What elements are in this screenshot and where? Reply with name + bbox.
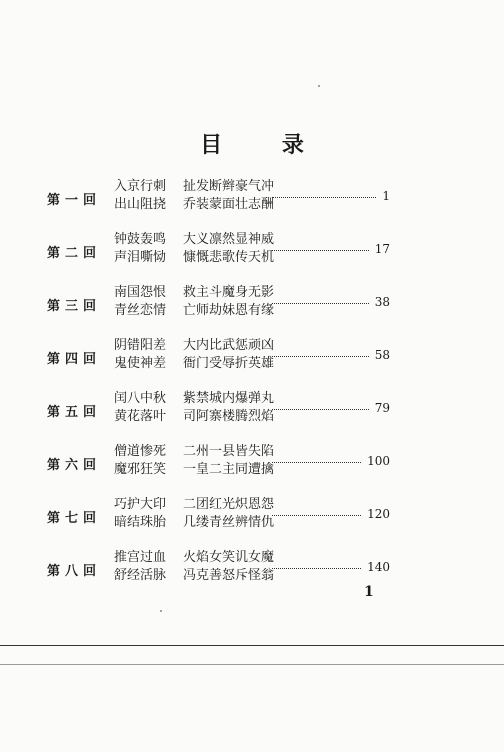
toc-title: 目 录 xyxy=(200,132,330,158)
heading-line: 暗结珠胎 xyxy=(114,515,167,530)
heading-line: 慷慨悲歌传天机 xyxy=(183,250,275,265)
toc-entry[interactable] xyxy=(0,549,504,589)
heading-line: 扯发断辫豪气冲 xyxy=(183,179,275,194)
heading-line: 黄花落叶 xyxy=(114,409,167,424)
leader-dots xyxy=(272,303,369,304)
leader-dots xyxy=(272,568,361,569)
chapter-label: 第四回 xyxy=(47,352,102,367)
leader-dots xyxy=(272,462,361,463)
chapter-page-number: 120 xyxy=(367,507,390,521)
heading-left-couplet xyxy=(114,337,166,373)
leader-dots xyxy=(272,409,369,410)
toc-entry[interactable] xyxy=(0,284,504,324)
heading-line: 大内比武惩顽凶 xyxy=(183,338,275,353)
page-number: 1 xyxy=(364,584,374,600)
heading-line: 入京行刺 xyxy=(114,179,167,194)
heading-left-couplet xyxy=(114,390,166,426)
heading-left-couplet xyxy=(114,496,166,532)
heading-line: 推宫过血 xyxy=(114,550,167,565)
heading-right-couplet xyxy=(183,178,274,214)
heading-right-couplet xyxy=(183,284,274,320)
heading-line: 舒经活脉 xyxy=(114,568,167,583)
heading-line: 救主斗魔身无影 xyxy=(183,285,275,300)
heading-right-couplet xyxy=(183,443,274,479)
heading-line: 声泪嘶恸 xyxy=(114,250,167,265)
heading-left-couplet xyxy=(114,549,166,585)
toc-entry[interactable] xyxy=(0,496,504,536)
leader-dots xyxy=(272,197,376,198)
bottom-rule-faint xyxy=(0,664,504,665)
heading-line: 鬼使神差 xyxy=(114,356,167,371)
heading-left-couplet xyxy=(114,284,166,320)
chapter-label: 第八回 xyxy=(47,564,102,579)
heading-line: 阴错阳差 xyxy=(114,338,167,353)
heading-right-couplet xyxy=(183,337,274,373)
toc-entry[interactable] xyxy=(0,443,504,483)
leader-dots xyxy=(272,250,369,251)
heading-right-couplet xyxy=(183,231,274,267)
chapter-label: 第二回 xyxy=(47,246,102,261)
chapter-page-number: 1 xyxy=(382,189,390,203)
heading-line: 乔装蒙面壮志酬 xyxy=(183,197,275,212)
leader-dots xyxy=(272,515,361,516)
heading-line: 巧护大印 xyxy=(114,497,167,512)
chapter-page-number: 58 xyxy=(374,348,390,362)
heading-line: 火焰女笑讥女魔 xyxy=(183,550,275,565)
leader-dots xyxy=(272,356,369,357)
heading-right-couplet xyxy=(183,390,274,426)
toc-entry[interactable] xyxy=(0,231,504,271)
chapter-label: 第七回 xyxy=(47,511,102,526)
toc-entry[interactable] xyxy=(0,337,504,377)
chapter-label: 第五回 xyxy=(47,405,102,420)
bottom-rule xyxy=(0,645,504,646)
heading-left-couplet xyxy=(114,231,166,267)
heading-left-couplet xyxy=(114,443,166,479)
heading-line: 大义凛然显神威 xyxy=(183,232,275,247)
chapter-page-number: 38 xyxy=(374,295,390,309)
heading-line: 出山阻挠 xyxy=(114,197,167,212)
heading-line: 二州一县皆失陷 xyxy=(183,444,275,459)
heading-line: 南国怨恨 xyxy=(114,285,167,300)
heading-line: 冯克善怒斥怪翁 xyxy=(183,568,275,583)
heading-line: 青丝恋情 xyxy=(114,303,167,318)
chapter-label: 第一回 xyxy=(47,193,102,208)
heading-line: 二团红光炽恩怨 xyxy=(183,497,275,512)
toc-entry[interactable] xyxy=(0,178,504,218)
heading-line: 衙门受辱折英雄 xyxy=(183,356,275,371)
chapter-page-number: 100 xyxy=(367,454,390,468)
heading-line: 钟鼓轰鸣 xyxy=(114,232,167,247)
heading-line: 闰八中秋 xyxy=(114,391,167,406)
heading-line: 司阿寨楼腾烈焰 xyxy=(183,409,275,424)
chapter-page-number: 79 xyxy=(374,401,390,415)
heading-line: 一皇二主同遭擒 xyxy=(183,462,275,477)
heading-left-couplet xyxy=(114,178,166,214)
chapter-page-number: 17 xyxy=(374,242,390,256)
heading-right-couplet xyxy=(183,549,274,585)
speck xyxy=(160,610,162,612)
heading-line: 魔邪狂笑 xyxy=(114,462,167,477)
chapter-label: 第六回 xyxy=(47,458,102,473)
chapter-label: 第三回 xyxy=(47,299,102,314)
toc-entry[interactable] xyxy=(0,390,504,430)
heading-line: 亡师劫妹恩有缘 xyxy=(183,303,275,318)
chapter-page-number: 140 xyxy=(367,560,390,574)
heading-right-couplet xyxy=(183,496,274,532)
heading-line: 僧道惨死 xyxy=(114,444,167,459)
heading-line: 几缕青丝辨情仇 xyxy=(183,515,275,530)
heading-line: 紫禁城内爆弹丸 xyxy=(183,391,275,406)
speck xyxy=(318,85,320,87)
